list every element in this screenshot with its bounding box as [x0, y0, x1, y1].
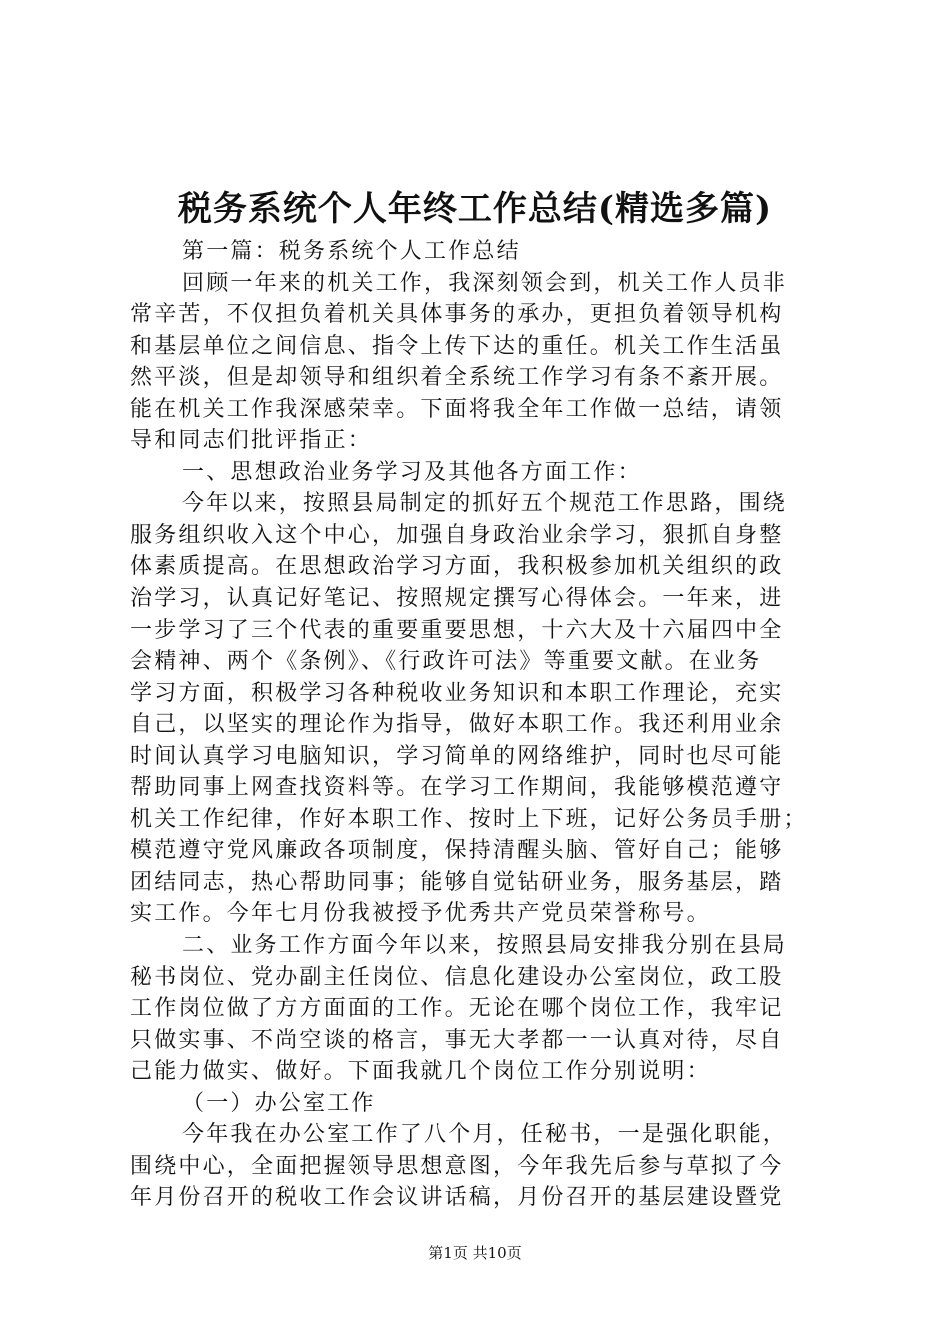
paragraph-line: 常辛苦，不仅担负着机关具体事务的承办，更担负着领导机构	[130, 302, 784, 328]
paragraph-line: 一步学习了三个代表的重要重要思想，十六大及十六届四中全	[130, 617, 784, 643]
section-heading-3: 二、业务工作方面今年以来，按照县局安排我分别在县局	[182, 933, 788, 959]
paragraph-line: 今年我在办公室工作了八个月，任秘书，一是强化职能，	[182, 1122, 788, 1148]
paragraph-line: 会精神、两个《条例》、《行政许可法》等重要文献。在业务	[130, 649, 762, 675]
paragraph-line: 服务组织收入这个中心，加强自身政治业余学习，狠抓自身整	[130, 522, 784, 548]
paragraph-line: 能在机关工作我深感荣幸。下面将我全年工作做一总结，请领	[130, 396, 784, 422]
paragraph-line: 工作岗位做了方方面面的工作。无论在哪个岗位工作，我牢记	[130, 996, 784, 1022]
subsection-heading: （一）办公室工作	[182, 1090, 376, 1116]
paragraph-line: 学习方面，积极学习各种税收业务知识和本职工作理论，充实	[130, 680, 784, 706]
document-title: 税务系统个人年终工作总结(精选多篇)	[177, 189, 773, 229]
paragraph-line: 体素质提高。在思想政治学习方面，我积极参加机关组织的政	[130, 554, 784, 580]
paragraph-line: 实工作。今年七月份我被授予优秀共产党员荣誉称号。	[130, 901, 711, 927]
page-number: 第1页 共10页	[428, 1244, 522, 1262]
paragraph-line: 帮助同事上网查找资料等。在学习工作期间，我能够模范遵守	[130, 775, 784, 801]
section-heading-1: 第一篇：税务系统个人工作总结	[182, 239, 521, 264]
paragraph-line: 己能力做实、做好。下面我就几个岗位工作分别说明：	[130, 1059, 711, 1085]
paragraph-line: 团结同志，热心帮助同事；能够自觉钻研业务，服务基层，踏	[130, 869, 784, 895]
paragraph-line: 和基层单位之间信息、指令上传下达的重任。机关工作生活虽	[130, 333, 784, 359]
paragraph-line: 秘书岗位、党办副主任岗位、信息化建设办公室岗位，政工股	[130, 964, 784, 990]
paragraph-line: 回顾一年来的机关工作，我深刻领会到，机关工作人员非	[182, 270, 788, 296]
paragraph-line: 模范遵守党风廉政各项制度，保持清醒头脑、管好自己；能够	[130, 838, 784, 864]
paragraph-line: 今年以来，按照县局制定的抓好五个规范工作思路，围绕	[182, 491, 788, 517]
paragraph-line: 只做实事、不尚空谈的格言，事无大孝都一一认真对待，尽自	[130, 1027, 784, 1053]
section-heading-2: 一、思想政治业务学习及其他各方面工作：	[182, 459, 642, 485]
paragraph-line: 导和同志们批评指正：	[130, 428, 373, 454]
document-body	[130, 236, 828, 1214]
paragraph-line: 围绕中心，全面把握领导思想意图，今年我先后参与草拟了今	[130, 1153, 784, 1179]
paragraph-line: 然平淡，但是却领导和组织着全系统工作学习有条不紊开展。	[130, 365, 784, 391]
paragraph-line: 机关工作纪律，作好本职工作、按时上下班，记好公务员手册；	[130, 806, 808, 832]
paragraph-line: 自己，以坚实的理论作为指导，做好本职工作。我还利用业余	[130, 712, 784, 738]
paragraph-line: 年月份召开的税收工作会议讲话稿，月份召开的基层建设暨党	[130, 1185, 784, 1211]
paragraph-line: 时间认真学习电脑知识，学习简单的网络维护，同时也尽可能	[130, 743, 784, 769]
paragraph-line: 治学习，认真记好笔记、按照规定撰写心得体会。一年来，进	[130, 586, 784, 612]
